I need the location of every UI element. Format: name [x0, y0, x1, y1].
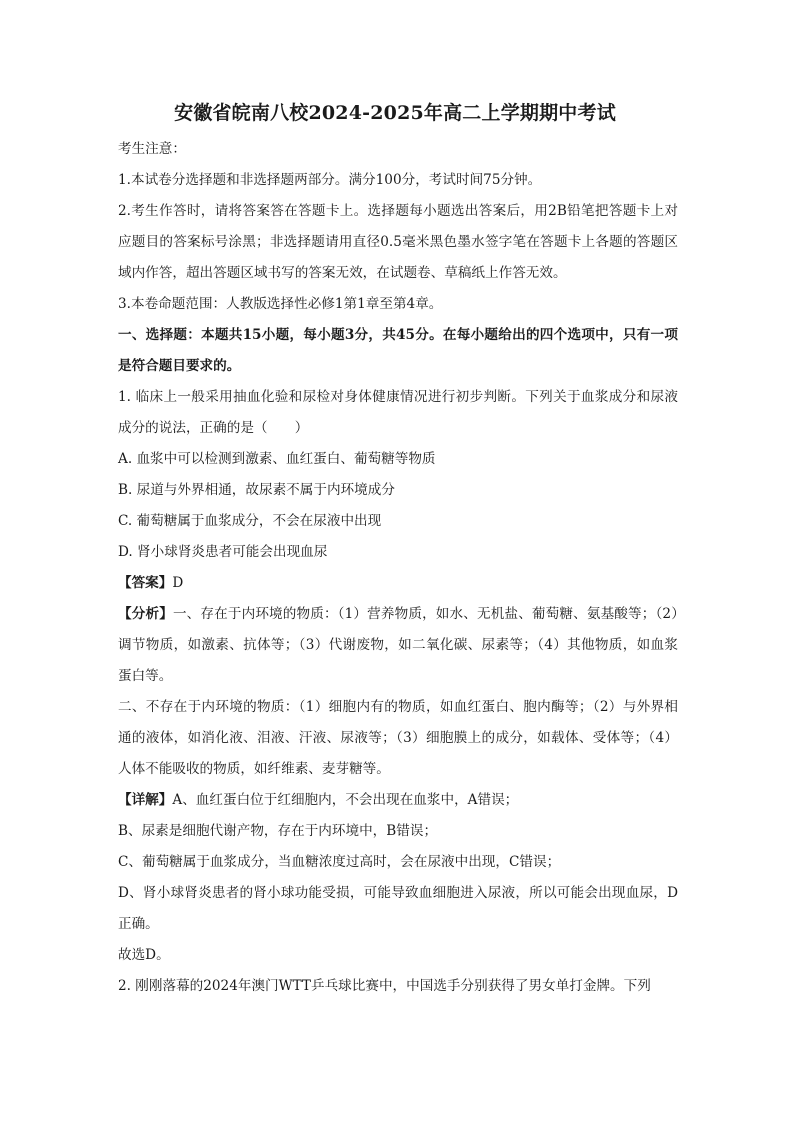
- notice-heading: 考生注意：: [118, 141, 186, 157]
- notice-item-3: 3.本卷命题范围：人教版选择性必修1第1章至第4章。: [118, 296, 443, 312]
- question-1-option-b: B. 尿道与外界相通，故尿素不属于内环境成分: [118, 482, 395, 498]
- detail-text-a: A、血红蛋白位于红细胞内，不会出现在血浆中，A错误；: [172, 792, 519, 808]
- analysis-tag: 【分析】: [118, 606, 173, 622]
- notice-item-1: 1.本试卷分选择题和非选择题两部分。满分100分，考试时间75分钟。: [118, 172, 542, 188]
- analysis-text-1: 一、存在于内环境的物质：（1）营养物质，如水、无机盐、葡萄糖、氨基酸等；（2）调节物质，如激素、抗体等；（3）代谢废物，如二氧化碳、尿素等；（4）其他物质，如血浆蛋白等。: [118, 606, 679, 684]
- exam-page: [118, 98, 678, 1002]
- detail-line-c: C、葡萄糖属于血浆成分，当血糖浓度过高时，会在尿液中出现，C错误；: [118, 854, 561, 870]
- page-title: 安徽省皖南八校2024-2025年高二上学期期中考试: [174, 102, 616, 124]
- conclusion: 故选D。: [118, 947, 170, 963]
- analysis-paragraph-2: 二、不存在于内环境的物质：（1）细胞内有的物质，如血红蛋白、胞内酶等；（2）与外界相通的液体，如消化液、泪液、汗液、尿液等；（3）细胞膜上的成分，如载体、受体等；（4）人体不能吸收的物质，如纤维素、麦芽糖等。: [118, 699, 678, 777]
- question-1-stem: 1. 临床上一般采用抽血化验和尿检对身体健康情况进行初步判断。下列关于血浆成分和尿液成分的说法，正确的是（ ）: [118, 389, 678, 436]
- detail-line-a: [118, 785, 678, 816]
- analysis-paragraph-1: [118, 599, 678, 692]
- notice-item-2: 2.考生作答时，请将答案答在答题卡上。选择题每小题选出答案后，用2B铅笔把答题卡上对应题目的答案标号涂黑；非选择题请用直径0.5毫米黑色墨水签字笔在答题卡上各题的答题区域内作答，超出答题区域书写的答案无效，在试题卷、草稿纸上作答无效。: [118, 203, 678, 281]
- answer-value: D: [172, 575, 184, 591]
- answer-tag: 【答案】: [118, 575, 173, 591]
- detail-line-d: D、肾小球肾炎患者的肾小球功能受损，可能导致血细胞进入尿液，所以可能会出现血尿，D正确。: [118, 885, 678, 932]
- answer-line: [118, 568, 678, 599]
- question-1-option-c: C. 葡萄糖属于血浆成分，不会在尿液中出现: [118, 513, 382, 529]
- question-1-option-d: D. 肾小球肾炎患者可能会出现血尿: [118, 544, 328, 560]
- detail-line-b: B、尿素是细胞代谢产物，存在于内环境中，B错误；: [118, 823, 438, 839]
- detail-tag: 【详解】: [118, 792, 173, 808]
- section-heading: 一、选择题：本题共15小题，每小题3分，共45分。在每小题给出的四个选项中，只有一项是符合题目要求的。: [118, 327, 678, 374]
- question-2-stem: 2. 刚刚落幕的2024年澳门WTT乒乓球比赛中，中国选手分别获得了男女单打金牌。下列: [118, 978, 651, 994]
- question-1-option-a: A. 血浆中可以检测到激素、血红蛋白、葡萄糖等物质: [118, 451, 436, 467]
